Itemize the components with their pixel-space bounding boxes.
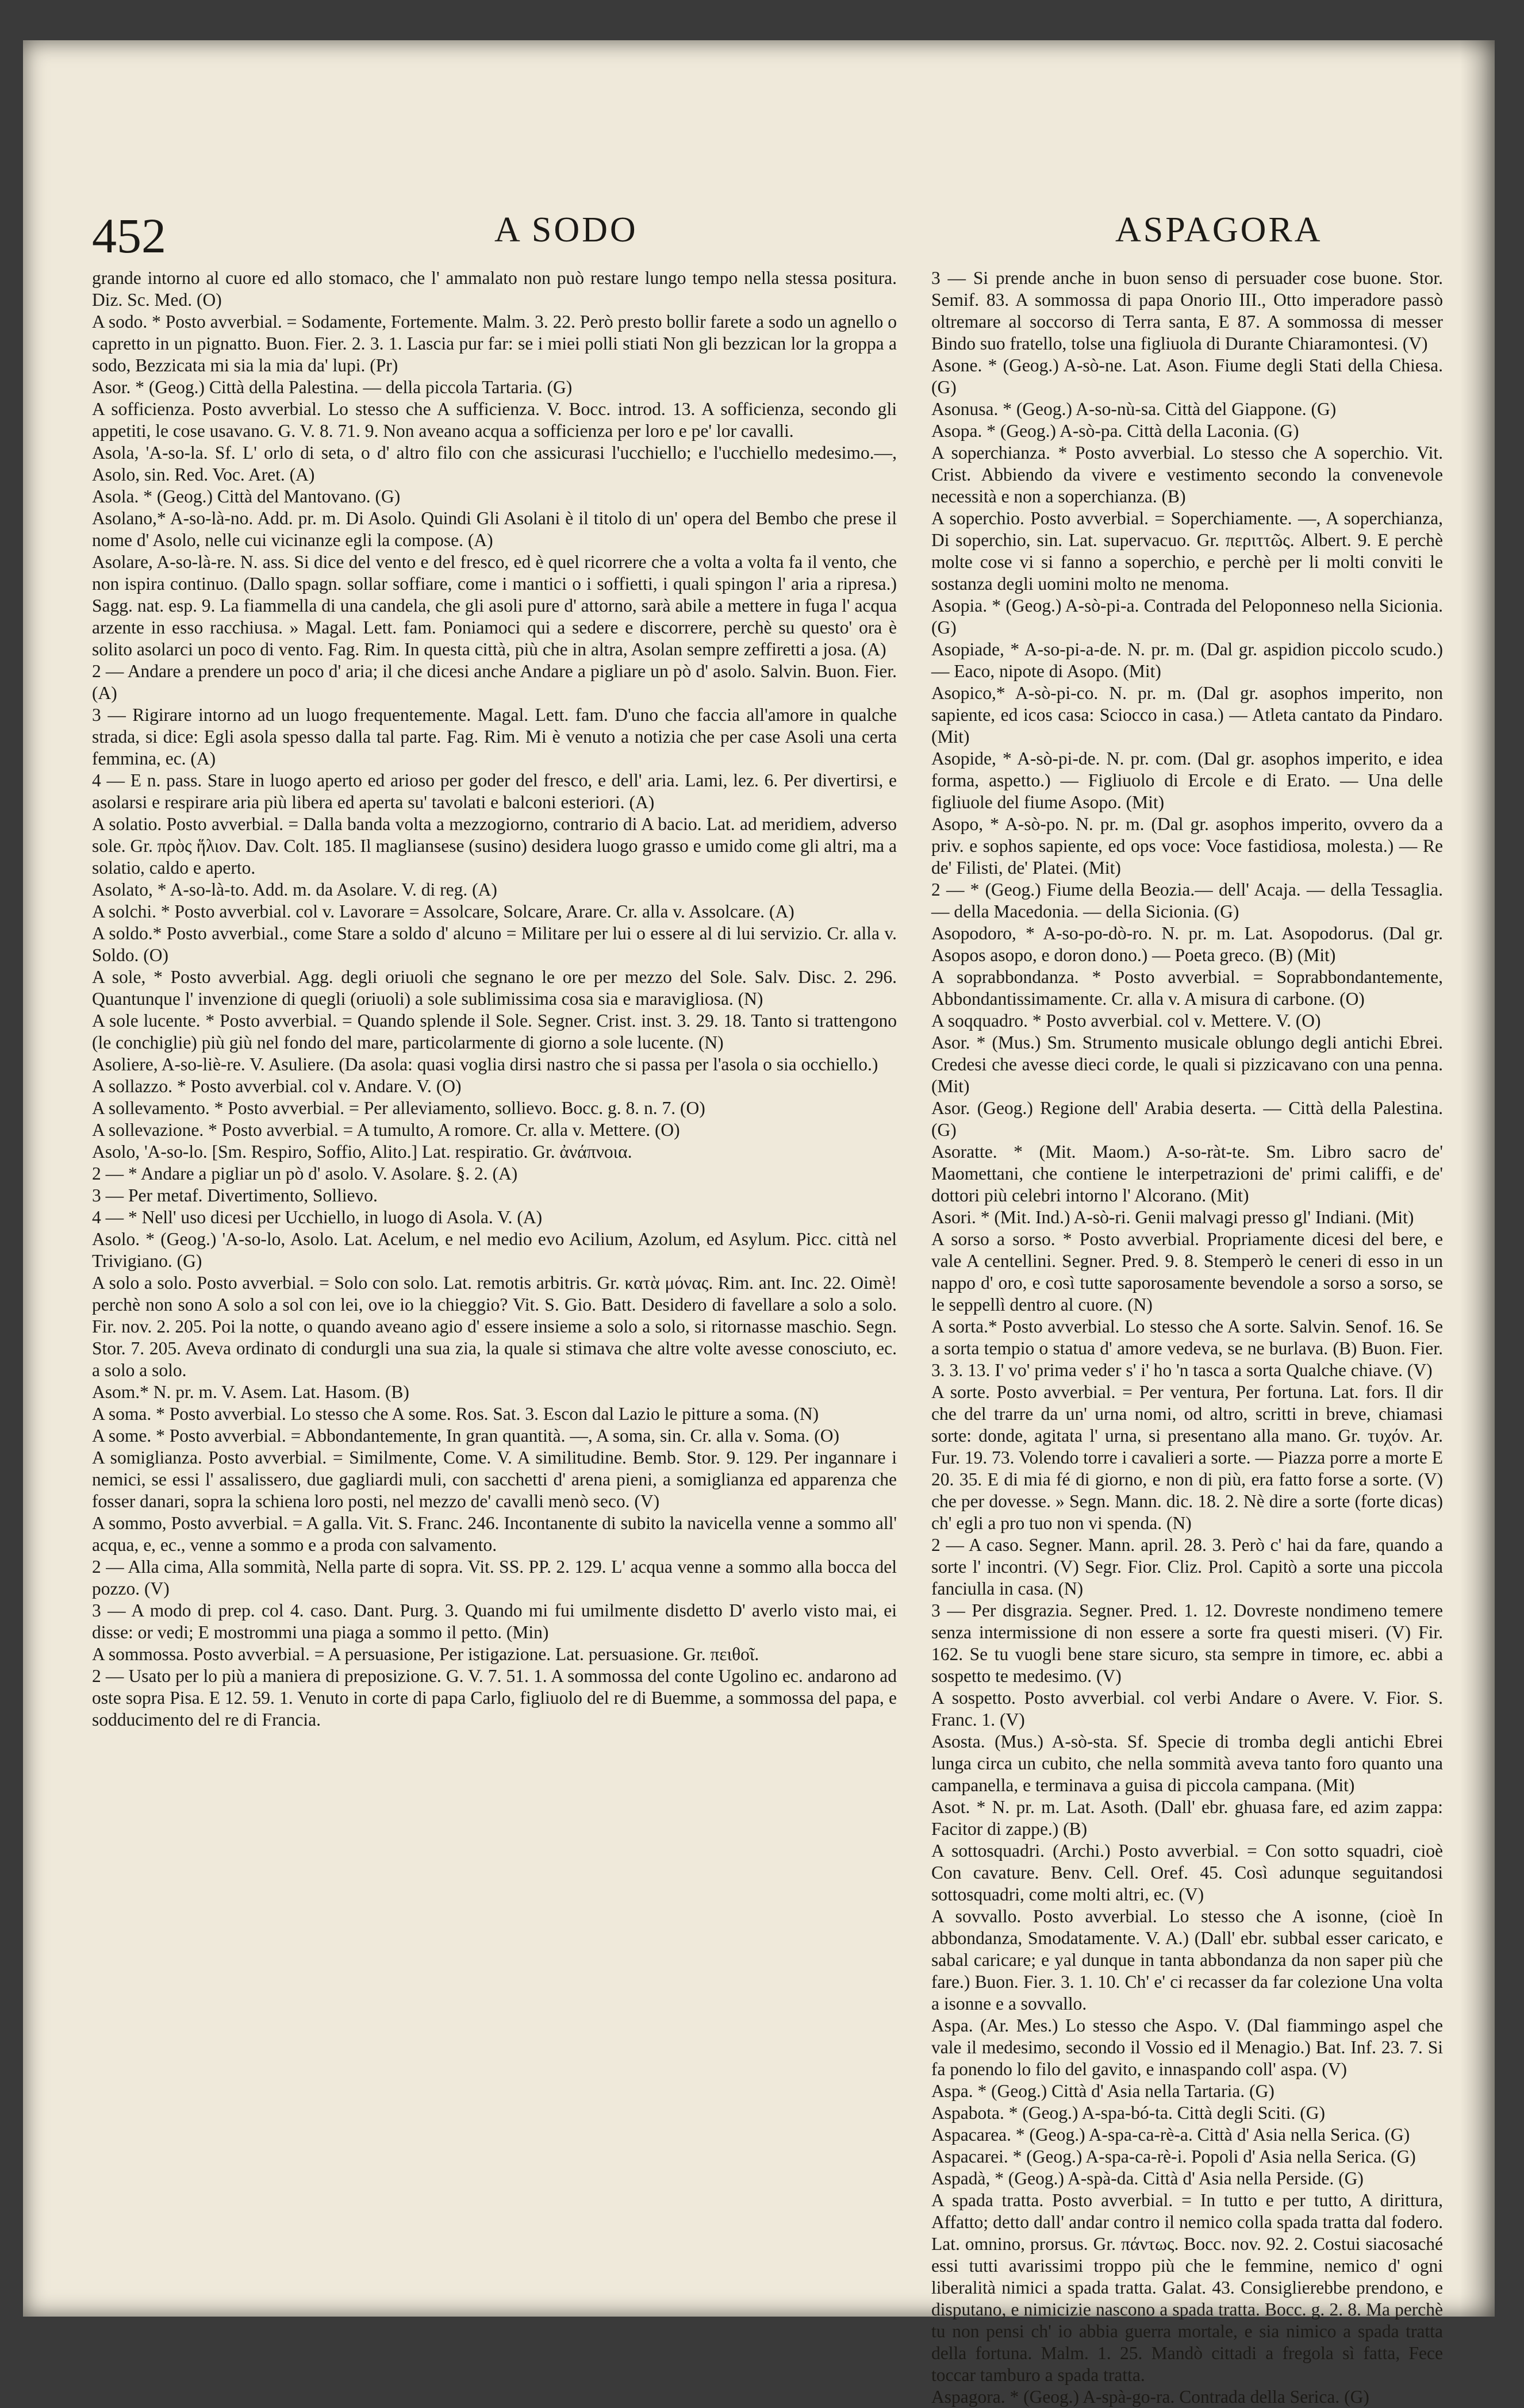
right-column-entry: Asot. * N. pr. m. Lat. Asoth. (Dall' ebr. ghuasa fare, ed azim zappa: Facitor di zappe.) (B)	[931, 1797, 1443, 1839]
left-column-entry: A sofficienza. Posto avverbial. Lo stesso che A sufficienza. V. Bocc. introd. 13. A sofficienza, secondo gli appetiti, le cose usavano. G. V. 8. 71. 9. Non aveano acqua a sofficienza per loro e pe' lor cavalli.	[92, 399, 897, 441]
right-column-entry: Aspa. * (Geog.) Città d' Asia nella Tartaria. (G)	[931, 2081, 1275, 2101]
left-column-entry: A sollazzo. * Posto avverbial. col v. Andare. V. (O)	[92, 1076, 462, 1096]
right-column-entry: A soprabbondanza. * Posto avverbial. = Soprabbondantemente, Abbondantissimamente. Cr. alla v. A misura di carbone. (O)	[931, 967, 1443, 1009]
left-column-entry: Asola. * (Geog.) Città del Mantovano. (G)	[92, 486, 401, 506]
right-column	[931, 267, 1443, 2408]
left-column-entry: 4 — E n. pass. Stare in luogo aperto ed arioso per goder del fresco, e dell' aria. Lami, lez. 6. Per divertirsi, e asolarsi e respirare aria più libera ed aperta su' tavolati e balconi esteriori. (A)	[92, 770, 897, 812]
left-column-entry: 4 — * Nell' uso dicesi per Ucchiello, in luogo di Asola. V. (A)	[92, 1207, 543, 1227]
left-column-entry: A solatio. Posto avverbial. = Dalla banda volta a mezzogiorno, contrario di A bacio. Lat. ad meridiem, adverso sole. Gr. πρὸς ἥλιον. Dav. Colt. 185. Il magliansese (susino) desidera luogo grasso e umido come gli altri, ma a solatio, caldo e aperto.	[92, 814, 897, 878]
left-column-entry: A sollevamento. * Posto avverbial. = Per alleviamento, sollievo. Bocc. g. 8. n. 7. (O)	[92, 1098, 705, 1118]
left-column-entry: 2 — Alla cima, Alla sommità, Nella parte di sopra. Vit. SS. PP. 2. 129. L' acqua venne a sommo alla bocca del pozzo. (V)	[92, 1557, 897, 1599]
left-column-entry: A sommo, Posto avverbial. = A galla. Vit. S. Franc. 246. Incontanente di subito la navicella venne a sommo all' acqua, e, ec., venne a sommo e a proda con salvamento.	[92, 1513, 897, 1555]
right-column-entry: A sorte. Posto avverbial. = Per ventura, Per fortuna. Lat. fors. Il dir che del trarre da un' urna nomi, od altro, scritti in breve, chiamasi sorte: donde, agitata l' urna, si presentano alla mano. Gr. τυχόν. Ar. Fur. 19. 73. Volendo torre i cavalieri a sorte. — Piazza porre a morte E 20. 35. E di mia fé di giorno, e non di più, era fatto forse a sorte. (V) che per dovesse. » Segn. Mann. dic. 18. 2. Nè dire a sorte (forte dicas) ch' egli a pro tuo non vi spenda. (N)	[931, 1382, 1443, 1533]
right-column-entry: Asopia. * (Geog.) A-sò-pi-a. Contrada del Peloponneso nella Sicionia. (G)	[931, 596, 1443, 637]
right-column-entry: Asopa. * (Geog.) A-sò-pa. Città della Laconia. (G)	[931, 421, 1299, 441]
right-column-entry: Asopodoro, * A-so-po-dò-ro. N. pr. m. Lat. Asopodorus. (Dal gr. Asopos asopo, e doron dono.) — Poeta greco. (B) (Mit)	[931, 923, 1443, 965]
right-column-entry: 3 — Per disgrazia. Segner. Pred. 1. 12. Dovreste nondimeno temere senza intermissione di non essere a sorte fra questi miseri. (V) Fir. 162. Se tu vuogli bene stare sicuro, sta sempre in timore, ec. abbi a sospetto te medesimo. (V)	[931, 1600, 1443, 1686]
right-column-entry: Asosta. (Mus.) A-sò-sta. Sf. Specie di tromba degli antichi Ebrei lunga circa un cubito, che nella sommità aveva tanto foro quanto una campanella, e terminava a guisa di piccola campana. (Mit)	[931, 1731, 1443, 1795]
right-column-entry: 2 — A caso. Segner. Mann. april. 28. 3. Però c' hai da fare, quando a sorte l' incontri. (V) Segr. Fior. Cliz. Prol. Capitò a sorte una piccola fanciulla in casa. (N)	[931, 1535, 1443, 1599]
right-column-entry: A sorso a sorso. * Posto avverbial. Propriamente dicesi del bere, e vale A centellini. Segner. Pred. 9. 8. Stemperò le ceneri di esso in un nappo d' oro, e così tutte saporosamente bevendole a sorso a sorso, se le seppellì dentro al cuore. (N)	[931, 1229, 1443, 1315]
right-column-entry: Asori. * (Mit. Ind.) A-sò-ri. Genii malvagi presso gl' Indiani. (Mit)	[931, 1207, 1414, 1227]
right-column-entry: A sovvallo. Posto avverbial. Lo stesso che A isonne, (cioè In abbondanza, Smodatamente. V. A.) (Dall' ebr. subbal esser caricato, e sabal caricare; e yal dunque in tanta abbondanza da non saper più che fare.) Buon. Fier. 3. 1. 10. Ch' e' ci recasser da far colezione Una volta a isonne e a sovvallo.	[931, 1906, 1443, 2014]
right-column-entry: A sospetto. Posto avverbial. col verbi Andare o Avere. V. Fior. S. Franc. 1. (V)	[931, 1688, 1443, 1730]
right-column-entry: 3 — Si prende anche in buon senso di persuader cose buone. Stor. Semif. 83. A sommossa di papa Onorio III., Otto imperadore passò oltremare al soccorso di Terra santa, E 87. A sommossa di messer Bindo suo fratello, tolse una figliuola di Durante Chiaramontesi. (V)	[931, 268, 1443, 354]
left-column-entry: A sole lucente. * Posto avverbial. = Quando splende il Sole. Segner. Crist. inst. 3. 29. 18. Tanto si trattengono (le conchiglie) più giù nel fondo del mare, particolarmente di giorno a sole lucente. (N)	[92, 1011, 897, 1053]
left-column-entry: A sommossa. Posto avverbial. = A persuasione, Per istigazione. Lat. persuasione. Gr. πειθοῖ.	[92, 1644, 759, 1664]
right-column-entry: Aspabota. * (Geog.) A-spa-bó-ta. Città degli Sciti. (G)	[931, 2103, 1325, 2123]
right-column-entry: Aspagora. * (Geog.) A-spà-go-ra. Contrada della Serica. (G)	[931, 2387, 1369, 2407]
right-column-entry: Aspacarei. * (Geog.) A-spa-ca-rè-i. Popoli d' Asia nella Serica. (G)	[931, 2146, 1416, 2167]
right-column-entry: Asone. * (Geog.) A-sò-ne. Lat. Ason. Fiume degli Stati della Chiesa. (G)	[931, 355, 1443, 397]
right-column-entry: A soqquadro. * Posto avverbial. col v. Mettere. V. (O)	[931, 1011, 1321, 1031]
left-column-entry: Asor. * (Geog.) Città della Palestina. — della piccola Tartaria. (G)	[92, 377, 573, 397]
right-column-entry: Asonusa. * (Geog.) A-so-nù-sa. Città del Giappone. (G)	[931, 399, 1337, 419]
right-column-entry: Aspacarea. * (Geog.) A-spa-ca-rè-a. Città d' Asia nella Serica. (G)	[931, 2125, 1410, 2145]
right-column-entry: A sottosquadri. (Archi.) Posto avverbial. = Con sotto squadri, cioè Con cavature. Benv. Cell. Oref. 45. Così adunque seguitandosi sottosquadri, come molti altri, ec. (V)	[931, 1841, 1443, 1904]
page-edge-shadow	[1460, 40, 1495, 2317]
left-column-entry: A solo a solo. Posto avverbial. = Solo con solo. Lat. remotis arbitris. Gr. κατὰ μόνας. Rim. ant. Inc. 22. Oimè! perchè non sono A solo a sol con lei, ove io la chieggio? Vit. S. Gio. Batt. Desidero di favellare a solo a solo. Fir. nov. 2. 205. Poi la notte, o quando aveano agio d' essere insieme a solo a solo, si ritornasse maschio. Segn. Stor. 7. 205. Aveva ordinato di condurgli una sua zia, la quale si stimava che altre volte avesse conosciuto, ec. a solo a solo.	[92, 1273, 897, 1380]
left-column-entry: A soldo.* Posto avverbial., come Stare a soldo d' alcuno = Militare per lui o essere al di lui servizio. Cr. alla v. Soldo. (O)	[92, 923, 897, 965]
right-column-entry: A soperchianza. * Posto avverbial. Lo stesso che A soperchio. Vit. Crist. Abbiendo da vivere e vestimento secondo la convenevole necessità e non a soperchianza. (B)	[931, 443, 1443, 506]
right-column-entry: Aspa. (Ar. Mes.) Lo stesso che Aspo. V. (Dal fiammingo aspel che vale il medesimo, secondo il Vossio ed il Menagio.) Bat. Inf. 23. 7. Si fa ponendo lo filo del gavito, e innaspando coll' aspa. (V)	[931, 2015, 1443, 2079]
right-column-entry: Asor. * (Mus.) Sm. Strumento musicale oblungo degli antichi Ebrei. Credesi che avesse dieci corde, le quali si pizzicavano con una penna. (Mit)	[931, 1032, 1443, 1096]
left-column-entry: A some. * Posto avverbial. = Abbondantemente, In gran quantità. —, A soma, sin. Cr. alla v. Soma. (O)	[92, 1426, 840, 1446]
right-column-entry: Asor. (Geog.) Regione dell' Arabia deserta. — Città della Palestina. (G)	[931, 1098, 1443, 1140]
left-column-entry: Asolo. * (Geog.) 'A-so-lo, Asolo. Lat. Acelum, e nel medio evo Acilium, Azolum, ed Asylum. Picc. città nel Trivigiano. (G)	[92, 1229, 897, 1271]
left-column-entry: 3 — Rigirare intorno ad un luogo frequentemente. Magal. Lett. fam. D'uno che faccia all'amore in qualche strada, si dice: Egli asola spesso dalla tal parte. Fag. Rim. Mi è venuto a notizia che per case Asoli una certa femmina, ec. (A)	[92, 705, 897, 769]
left-column-entry: 2 — * Andare a pigliar un pò d' asolo. V. Asolare. §. 2. (A)	[92, 1163, 518, 1184]
left-column	[92, 267, 897, 1731]
right-column-entry: A spada tratta. Posto avverbial. = In tutto e per tutto, A dirittura, Affatto; detto dall' andar contro il nemico colla spada tratta dal fodero. Lat. omnino, prorsus. Gr. πάντως. Bocc. nov. 92. 2. Costui siacosaché essi tutti avarissimi troppo più che le femmine, nemico d' ogni liberalità nimici a spada tratta. Galat. 43. Consiglierebbe prendono, e disputano, e nimicizie nascono a spada tratta. Bocc. g. 2. 8. Ma perchè tu non pensi ch' io abbia guerra mortale, e sia nimico a spada tratta della fortuna. Malm. 1. 25. Mandò cittadi a fregola sì fatta, Fece toccar tamburo a spada tratta.	[931, 2190, 1443, 2385]
left-column-entry: 2 — Usato per lo più a maniera di preposizione. G. V. 7. 51. 1. A sommossa del conte Ugolino ec. andarono ad oste sopra Pisa. E 12. 59. 1. Venuto in corte di papa Carlo, figliuolo del re di Buemme, a sommossa del papa, e sodducimento del re di Francia.	[92, 1666, 897, 1730]
left-column-entry: A sole, * Posto avverbial. Agg. degli oriuoli che segnano le ore per mezzo del Sole. Salv. Disc. 2. 296. Quantunque l' invenzione di quegli (oriuoli) a sole sublimissima cosa sia e maravigliosa. (N)	[92, 967, 897, 1009]
left-column-entry: A soma. * Posto avverbial. Lo stesso che A some. Ros. Sat. 3. Escon dal Lazio le pitture a soma. (N)	[92, 1404, 819, 1424]
right-column-entry: Asopide, * A-sò-pi-de. N. pr. com. (Dal gr. asophos imperito, e idea forma, aspetto.) — Figliuolo di Ercole e di Erato. — Una delle figliuole del fiume Asopo. (Mit)	[931, 748, 1443, 812]
right-column-entry: Asoratte. * (Mit. Maom.) A-so-ràt-te. Sm. Libro sacro de' Maomettani, che contiene le interpetrazioni de' primi califfi, e de' dottori più celebri intorno l' Alcorano. (Mit)	[931, 1142, 1443, 1205]
left-column-entry: Asolano,* A-so-là-no. Add. pr. m. Di Asolo. Quindi Gli Asolani è il titolo di un' opera del Bembo che prese il nome d' Asolo, nelle cui vicinanze egli la compose. (A)	[92, 508, 897, 550]
page-number: 452	[92, 208, 166, 263]
book-page	[23, 40, 1495, 2407]
left-column-entry: A sollevazione. * Posto avverbial. = A tumulto, A romore. Cr. alla v. Mettere. (O)	[92, 1120, 680, 1140]
right-column-entry: A soperchio. Posto avverbial. = Soperchiamente. —, A soperchianza, Di soperchio, sin. Lat. supervacuo. Gr. περιττῶς. Albert. 9. E perchè molte cose vi si fanno a soperchio, e perchè per li molti conviti le sostanza degli uomini molto ne menoma.	[931, 508, 1443, 594]
left-column-entry: Asolo, 'A-so-lo. [Sm. Respiro, Soffio, Alito.] Lat. respiratio. Gr. ἀνάπνοια.	[92, 1142, 632, 1162]
right-column-entry: Asopiade, * A-so-pi-a-de. N. pr. m. (Dal gr. aspidion piccolo scudo.) — Eaco, nipote di Asopo. (Mit)	[931, 639, 1443, 681]
left-column-entry: 2 — Andare a prendere un poco d' aria; il che dicesi anche Andare a pigliare un pò d' asolo. Salvin. Buon. Fier. (A)	[92, 661, 897, 703]
left-column-entry: 3 — Per metaf. Divertimento, Sollievo.	[92, 1185, 378, 1205]
running-head-right: ASPAGORA	[1115, 210, 1323, 249]
right-column-entry: Aspadà, * (Geog.) A-spà-da. Città d' Asia nella Perside. (G)	[931, 2168, 1364, 2188]
left-column-entry: 3 — A modo di prep. col 4. caso. Dant. Purg. 3. Quando mi fui umilmente disdetto D' averlo visto mai, ei disse: or vedi; E mostrommi una piaga a sommo il petto. (Min)	[92, 1600, 897, 1642]
left-column-entry: A solchi. * Posto avverbial. col v. Lavorare = Assolcare, Solcare, Arare. Cr. alla v. Assolcare. (A)	[92, 901, 794, 921]
right-column-entry: Asopico,* A-sò-pi-co. N. pr. m. (Dal gr. asophos imperito, non sapiente, ed icos casa: Sciocco in casa.) — Atleta cantato da Pindaro. (Mit)	[931, 683, 1443, 747]
right-column-entry: A sorta.* Posto avverbial. Lo stesso che A sorte. Salvin. Senof. 16. Se a sorta tempio o statua d' amore vedeva, se ne burlava. (B) Buon. Fier. 3. 3. 13. I' vo' prima veder s' i' ho 'n tasca a sorta Qualche chiave. (V)	[931, 1316, 1443, 1380]
left-column-entry: Asolato, * A-so-là-to. Add. m. da Asolare. V. di reg. (A)	[92, 880, 497, 900]
left-column-entry: Asom.* N. pr. m. V. Asem. Lat. Hasom. (B)	[92, 1382, 409, 1402]
right-column-entry: Asopo, * A-sò-po. N. pr. m. (Dal gr. asophos imperito, ovvero da a priv. e sophos sapiente, ed ops voce: Voce fastidiosa, molesta.) — Re de' Filisti, de' Platei. (Mit)	[931, 814, 1443, 878]
running-head-left: A SODO	[494, 210, 638, 249]
right-column-entry: 2 — * (Geog.) Fiume della Beozia.— dell' Acaja. — della Tessaglia. — della Macedonia. — della Sicionia. (G)	[931, 880, 1443, 921]
left-column-entry: Asoliere, A-so-liè-re. V. Asuliere. (Da asola: quasi voglia dirsi nastro che si passa per l'asola o sia occhiello.)	[92, 1054, 878, 1074]
left-column-entry: A sodo. * Posto avverbial. = Sodamente, Fortemente. Malm. 3. 22. Però presto bollir farete a sodo un agnello o capretto in un pignatto. Buon. Fier. 2. 3. 1. Lascia pur far: se i miei polli stiati Non gli bezzican lor la groppa a sodo, Bezzicata mi sia la mia da' lupi. (Pr)	[92, 312, 897, 375]
left-column-entry: A somiglianza. Posto avverbial. = Similmente, Come. V. A similitudine. Bemb. Stor. 9. 129. Per ingannare i nemici, se essi l' assalissero, due gagliardi muli, con sacchetti d' arena pieni, a somiglianza ed apparenza che fosser danari, sopra la schiena loro posti, nel mezzo de' cavalli menò seco. (V)	[92, 1447, 897, 1511]
left-column-entry: Asolare, A-so-là-re. N. ass. Si dice del vento e del fresco, ed è quel ricorrere che a volta a volta fa il vento, che non ispira continuo. (Dallo spagn. sollar soffiare, come i mantici o i soffietti, i quali spingon l' aria a ripresa.) Sagg. nat. esp. 9. La fiammella di una candela, che gli asoli pure d' attorno, sarà abile a mettere in fuga l' acqua arzente in esso racchiusa. » Magal. Lett. fam. Poniamoci qui a sedere e discorrere, perchè su questo' ora è solito asolarci un poco di vento. Fag. Rim. In questa città, più che in altra, Asolan sempre zeffiretti a josa. (A)	[92, 552, 897, 659]
left-column-entry: grande intorno al cuore ed allo stomaco, che l' ammalato non può restare lungo tempo nella stessa positura. Diz. Sc. Med. (O)	[92, 268, 897, 310]
left-column-entry: Asola, 'A-so-la. Sf. L' orlo di seta, o d' altro filo con che assicurasi l'ucchiello; e l'ucchiello medesimo.—, Asolo, sin. Red. Voc. Aret. (A)	[92, 443, 897, 485]
